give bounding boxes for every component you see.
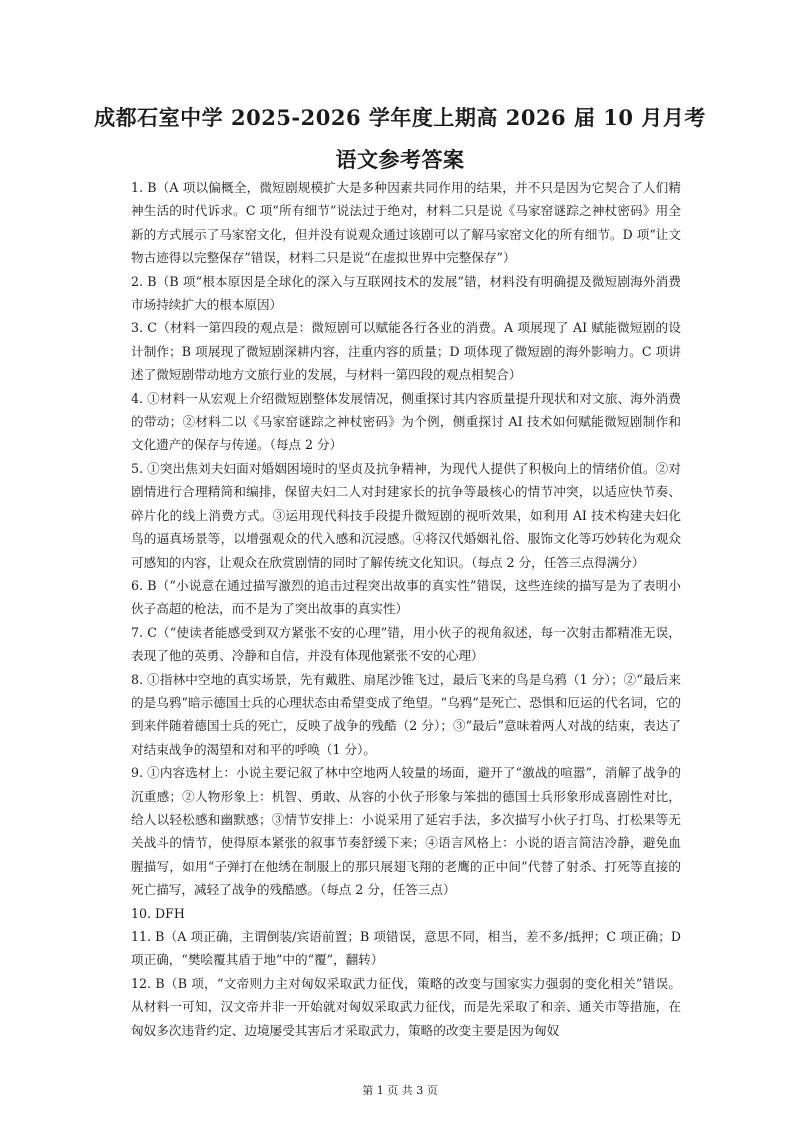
answer-item-3: 3. C（材料一第四段的观点是：微短剧可以赋能各行各业的消费。A 项展现了 AI 赋能微短剧的设计制作；B 项展现了微短剧深耕内容，注重内容的质量；D 项体现了微短剧的海外影响力。C 项讲述了微短剧带动地方文旅行业的发展，与材料一第四段的观点相契合） — [131, 320, 681, 383]
answer-list — [131, 176, 681, 1042]
answer-item-6: 6. B（“小说意在通过描写激烈的追击过程突出故事的真实性”错误，这些连续的描写是为了表明小伙子高超的枪法，而不是为了突出故事的真实性） — [131, 577, 681, 617]
answer-item-8: 8. ①指林中空地的真实场景，先有戴胜、扇尾沙锥飞过，最后飞来的鸟是乌鸦（1 分）；②“最后来的是乌鸦”暗示德国士兵的心理状态由希望变成了绝望。“乌鸦”是死亡、恐惧和厄运的代名词，它的到来伴随着德国士兵的死亡，反映了战争的残酷（2 分）；③“最后”意味着两人对战的结束，表达了对结束战争的渴望和对和平的呼唤（1 分）。 — [131, 671, 681, 757]
page-number: 第 1 页 共 3 页 — [362, 1084, 438, 1097]
answer-item-5: 5. ①突出焦刘夫妇面对婚姻困境时的坚贞及抗争精神，为现代人提供了积极向上的情绪价值。②对剧情进行合理精简和编排，保留夫妇二人对封建家长的抗争等最核心的情节冲突，以适应快节奏、碎片化的线上消费方式。③运用现代科技手段提升微短剧的视听效果，如利用 AI 技术构建夫妇化鸟的逼真场景等，以增强观众的代入感和沉浸感。④将汉代婚姻礼俗、服饰文化等巧妙转化为观众可感知的内容，让观众在欣赏剧情的同时了解传统文化知识。（每点 2 分，任答三点得满分） — [131, 460, 681, 570]
answer-item-4: 4. ①材料一从宏观上介绍微短剧整体发展情况，侧重探讨其内容质量提升现状和对文旅、海外消费的带动；②材料二以《马家窑谜踪之神杖密码》为个例，侧重探讨 AI 技术如何赋能微短剧制作和文化遗产的保存与传递。（每点 2 分） — [131, 390, 681, 453]
answer-item-9: 9. ①内容选材上：小说主要记叙了林中空地两人较量的场面，避开了“激战的喧嚣”，消解了战争的沉重感；②人物形象上：机智、勇敢、从容的小伙子形象与笨拙的德国士兵形象形成喜剧性对比，给人以轻松感和幽默感；③情节安排上：小说采用了延宕手法，多次描写小伙子打鸟、打松果等无关战斗的情节，使得原本紧张的叙事节奏舒缓下来；④语言风格上：小说的语言简洁冷静，避免血腥描写，如用“子弹打在他绣在制服上的那只展翅飞翔的老鹰的正中间”代替了射杀、打死等直接的死亡描写，减轻了战争的残酷感。（每点 2 分，任答三点） — [131, 765, 681, 898]
answer-item-2: 2. B（B 项“根本原因是全球化的深入与互联网技术的发展”错，材料没有明确提及微短剧海外消费市场持续扩大的根本原因） — [131, 273, 681, 313]
answer-item-11: 11. B（A 项正确，主谓倒装/宾语前置；B 项错误，意思不同，相当，差不多/抵押；C 项正确；D 项正确，“樊哙覆其盾于地”中的“覆”，翻转） — [131, 929, 681, 968]
answer-item-10: 10. DFH — [131, 905, 185, 921]
document-title: 成都石室中学 2025-2026 学年度上期高 2026 届 10 月月考 — [94, 105, 706, 130]
document-subtitle: 语文参考答案 — [335, 147, 465, 172]
answer-item-1: 1. B（A 项以偏概全，微短剧规模扩大是多种因素共同作用的结果，并不只是因为它契合了人们精神生活的时代诉求。C 项“所有细节”说法过于绝对，材料二只是说《马家窑谜踪之神杖密码》用全新的方式展示了马家窑文化，但并没有说观众通过该剧可以了解马家窑文化的所有细节。D 项“让文物古迹得以完整保存”错误，材料二只是说“在虚拟世界中完整保存”） — [131, 180, 681, 266]
answer-item-12: 12. B（B 项，“文帝则力主对匈奴采取武力征伐，策略的改变与国家实力强弱的变化相关”错误。从材料一可知，汉文帝并非一开始就对匈奴采取武力征伐，而是先采取了和亲、通关市等措施，在匈奴多次违背约定、边境屡受其害后才采取武力，策略的改变主要是因为匈奴 — [131, 975, 681, 1038]
answer-item-7: 7. C（“使读者能感受到双方紧张不安的心理”错，用小伙子的视角叙述，每一次射击都精准无误，表现了他的英勇、冷静和自信，并没有体现他紧张不安的心理） — [131, 624, 681, 664]
